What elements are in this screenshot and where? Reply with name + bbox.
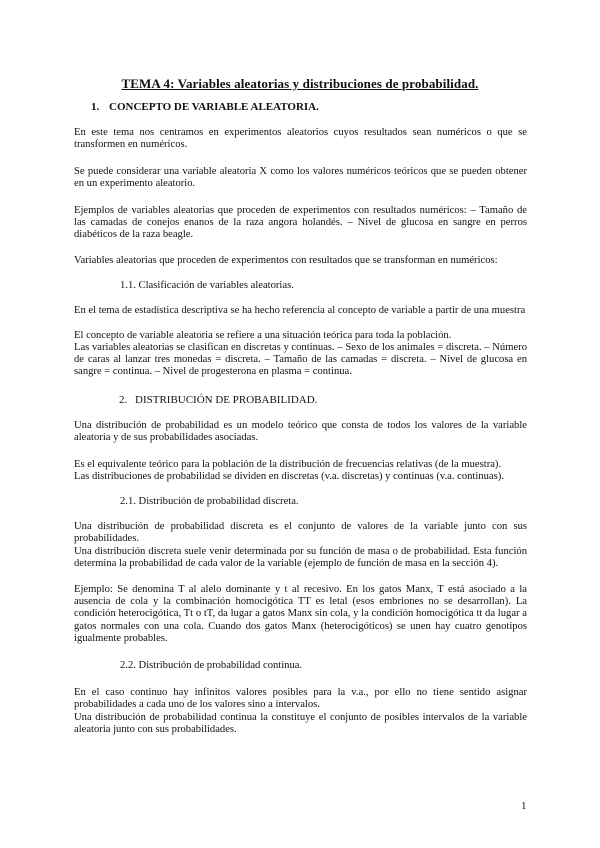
subsection-heading-1-1: 1.1. Clasificación de variables aleatorias. (120, 280, 294, 291)
paragraph: En el caso continuo hay infinitos valores posibles para la v.a., por ello no tiene sentido asignar probabilidades a cada uno de los valores sino a intervalos. (74, 687, 527, 711)
page-number: 1 (521, 800, 527, 812)
paragraph: Es el equivalente teórico para la población de la distribución de frecuencias relativas (de la muestra). (74, 459, 502, 470)
paragraph: Las distribuciones de probabilidad se dividen en discretas (v.a. discretas) y continuas (v.a. continuas). (74, 471, 504, 482)
section-heading-2 (119, 394, 317, 406)
section-heading-1 (91, 101, 319, 113)
paragraph: Ejemplo: Se denomina T al alelo dominante y t al recesivo. En los gatos Manx, T está asociado a la ausencia de cola y la combinación homocigótica TT es letal (esos embriones no se desarrollan). La condición heterocigótica, Tt o tT, da lugar a gatos Manx sin cola, y la condición homocigótica tt da lugar a gatos normales con una cola. Cuando dos gatos Manx (heterocigóticos) se unen hay cuatro genotipos igualmente probables. (74, 584, 527, 644)
paragraph: En este tema nos centramos en experimentos aleatorios cuyos resultados sean numéricos o que se transformen en numéricos. (74, 127, 527, 151)
paragraph: Ejemplos de variables aleatorias que proceden de experimentos con resultados numéricos: – Tamaño de las camadas de conejos enanos de la raza angora holandés. – Nivel de glucosa en sangre en perros diabéticos de la raza beagle. (74, 205, 527, 241)
paragraph: Variables aleatorias que proceden de experimentos con resultados que se transforman en numéricos: (74, 255, 498, 266)
paragraph: Una distribución de probabilidad discreta es el conjunto de valores de la variable junto con sus probabilidades. (74, 521, 527, 545)
section-heading-text: CONCEPTO DE VARIABLE ALEATORIA. (109, 101, 319, 113)
paragraph: Una distribución discreta suele venir determinada por su función de masa o de probabilidad. Esta función determina la probabilidad de cada valor de la variable (ejemplo de función de masa en la sección 4). (74, 546, 527, 570)
subsection-heading-2-2: 2.2. Distribución de probabilidad continua. (120, 660, 303, 671)
subsection-heading-2-1: 2.1. Distribución de probabilidad discreta. (120, 496, 299, 507)
section-number: 1. (91, 101, 100, 113)
paragraph: Las variables aleatorias se clasifican en discretas y continuas. – Sexo de los animales = discreta. – Número de caras al lanzar tres monedas = discreta. – Tamaño de las camadas = discreta. – Nivel de glucosa en sangre = continua. – Nivel de progesterona en plasma = continua. (74, 342, 527, 378)
section-number: 2. (119, 394, 128, 406)
page-title: TEMA 4: Variables aleatorias y distribuciones de probabilidad. (121, 76, 479, 91)
paragraph: En el tema de estadística descriptiva se ha hecho referencia al concepto de variable a partir de una muestra (74, 305, 526, 316)
paragraph: Se puede considerar una variable aleatoria X como los valores numéricos teóricos que se pueden obtener en un experimento aleatorio. (74, 166, 527, 190)
paragraph: Una distribución de probabilidad continua la constituye el conjunto de posibles intervalos de la variable aleatoria junto con sus probabilidades. (74, 712, 527, 736)
section-heading-text: DISTRIBUCIÓN DE PROBABILIDAD. (135, 394, 318, 406)
paragraph: El concepto de variable aleatoria se refiere a una situación teórica para toda la población. (74, 330, 452, 341)
paragraph: Una distribución de probabilidad es un modelo teórico que consta de todos los valores de la variable aleatoria y de sus probabilidades asociadas. (74, 420, 527, 444)
